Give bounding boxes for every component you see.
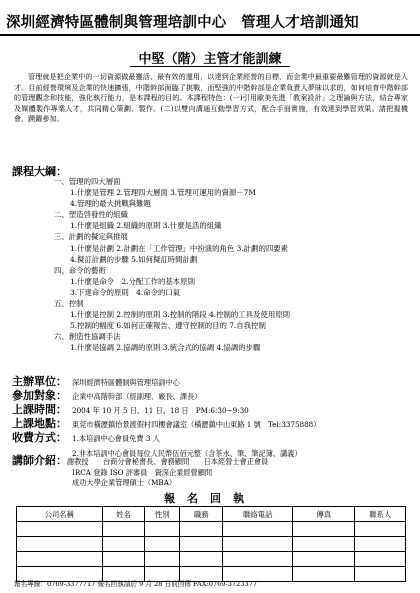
phone-cell[interactable] [223, 537, 293, 552]
company-cell[interactable] [17, 552, 103, 567]
phone-cell[interactable] [223, 552, 293, 567]
course-title: 中堅（階）主管才能訓練 [138, 52, 282, 67]
table-row[interactable] [17, 522, 406, 537]
section-item: 1.什麼是命令 2.分配工作的基本原則 [70, 276, 195, 286]
lecturer-line: 成功大學企業管理碩士（MBA） [72, 478, 177, 487]
fax-cell[interactable] [293, 567, 355, 582]
section-heading: 五、控制 [54, 299, 84, 309]
contact-cell[interactable] [355, 552, 406, 567]
section-item: 5.控制的幅度 6.如何正確報告、遵守控制的目的 7.自我控制 [70, 321, 266, 331]
table-header-row [17, 507, 406, 522]
location-value: 東莞市橫瀝鎮怡景渡假村四樓會議室（橫瀝鎮中山東路 1 號 Tel:3375888） [72, 420, 321, 429]
fax-cell[interactable] [293, 522, 355, 537]
position-cell[interactable] [180, 552, 223, 567]
lecturer-line: 謝教授 台商分會秘書長、會務顧問 日本經營士會正會員 [67, 457, 269, 466]
table-row[interactable] [17, 552, 406, 567]
column-header: 公司名稱 [17, 507, 103, 522]
column-header: 傳真 [293, 507, 355, 522]
registration-title: 報名回執 [164, 492, 256, 505]
fee-label: 收費方式： [12, 431, 67, 444]
column-header: 聯系人 [355, 507, 406, 522]
section-item: 1.什麼是協調 2.協調的原則 3.統合式的協調 4.協調的步驟 [70, 343, 261, 353]
header-banner [0, 6, 420, 36]
participants-label: 參加對象： [12, 389, 67, 402]
section-item: 1.什麼是控制 2.控制的原則 3.控制的階段 4.控制的工具及使用原則 [70, 310, 291, 320]
contact-cell[interactable] [355, 537, 406, 552]
name-cell[interactable] [102, 522, 145, 537]
lecturer-line: IRCA 登錄 ISO 評審員 資深企業經營顧問 [72, 467, 213, 477]
contact-cell[interactable] [355, 567, 406, 582]
gender-cell[interactable] [145, 552, 180, 567]
lecturer-label: 講師介紹： [12, 454, 67, 467]
fax-cell[interactable] [293, 552, 355, 567]
time-value: 2004 年 10 月 5 日、11 日、18 日 PM:6:30~9:30 [72, 406, 249, 415]
organizer-value: 深圳經濟特區體制與管理培訓中心 [72, 378, 180, 387]
phone-cell[interactable] [223, 522, 293, 537]
outline-heading: 課程大綱： [12, 165, 67, 178]
position-cell[interactable] [180, 537, 223, 552]
section-item: 1.什麼是計劃 2.計劃在「工作管理」中扮演的角色 3.計劃的四要素 [70, 243, 289, 253]
lecturer-block [12, 456, 268, 489]
name-cell[interactable] [102, 552, 145, 567]
section-heading: 一、管理的四大層面 [54, 177, 121, 186]
fee-option-1: 1.本培訓中心會員免費 3 人 [72, 434, 160, 443]
section-item: 3.下達命令的原則 4.命令的口氣 [70, 287, 181, 297]
location-label: 上課地點： [12, 417, 67, 430]
section-heading: 四、命令的藝術 [54, 265, 106, 275]
section-item: 4.擬訂計劃的步驟 5.如何擬訂時間計劃 [70, 254, 198, 264]
banner-title: 深圳經濟特區體制與管理培訓中心 管理人才培訓通知 [6, 14, 359, 31]
column-header: 姓名 [102, 507, 145, 522]
company-cell[interactable] [17, 537, 103, 552]
section-heading: 二、塑造啓發性的組織 [54, 210, 128, 220]
gender-cell[interactable] [145, 522, 180, 537]
name-cell[interactable] [102, 537, 145, 552]
column-header: 性別 [145, 507, 180, 522]
intro-paragraph: 管理就是把企業中的一切資源做最靈活、最有效的運用，以達到企業經營的目標，而企業中最重要最難管理的資源就是人才。目前經營環境及企業的快速擴張，中階幹部面臨了挑戰，而堅強的中階幹部是企業負責人夢昧以求的，如何培育中階幹部的管理觀念和技能，強化執行能力，是本課程的目的。本課程特色：(一)引用歐美先進「教案設計」之理論與方法，結合專家及媒體製作專業人才，共同精心策劃、製作。(二)以雙向溝通互動學習方式，配合手冊實施，有效達到學習效果。請把握機會，踴躍參加。 [14, 72, 408, 124]
column-header: 職務 [180, 507, 223, 522]
participants-value: 企業中高階幹部（經副理、廠長、課長） [72, 392, 202, 401]
company-cell[interactable] [17, 522, 103, 537]
section-heading: 六、創造性協調手法 [54, 332, 121, 342]
section-item: 4.管理的最大挑戰與難題 [70, 199, 151, 209]
course-outline [14, 176, 414, 354]
time-label: 上課時間： [12, 403, 67, 416]
fee-option-2: 2.非本培訓中心會員每位人民幣伍佰元整（含茶水、筆、筆記簿、講義） [72, 449, 302, 458]
title-underline [130, 66, 290, 67]
gender-cell[interactable] [145, 537, 180, 552]
fax-cell[interactable] [293, 537, 355, 552]
column-header: 聯絡電話 [223, 507, 293, 522]
position-cell[interactable] [180, 522, 223, 537]
table-row[interactable] [17, 537, 406, 552]
section-item: 1.什麼是管理 2.管理四大層面 3.管理可運用的資源－7M [70, 188, 256, 198]
section-item: 1.什麼是組織 2.組織的原則 3.什麼是活的組織 [70, 221, 222, 231]
organizer-label: 主辦單位： [12, 375, 67, 388]
contact-cell[interactable] [355, 522, 406, 537]
footer-contact: 報名專線：0769-3377717 報名回執請於 9 月 28 日前回傳 FAX:0769-3723377 [14, 580, 258, 588]
section-heading: 三、計劃的擬定與推展 [54, 232, 128, 242]
registration-table [16, 506, 406, 582]
